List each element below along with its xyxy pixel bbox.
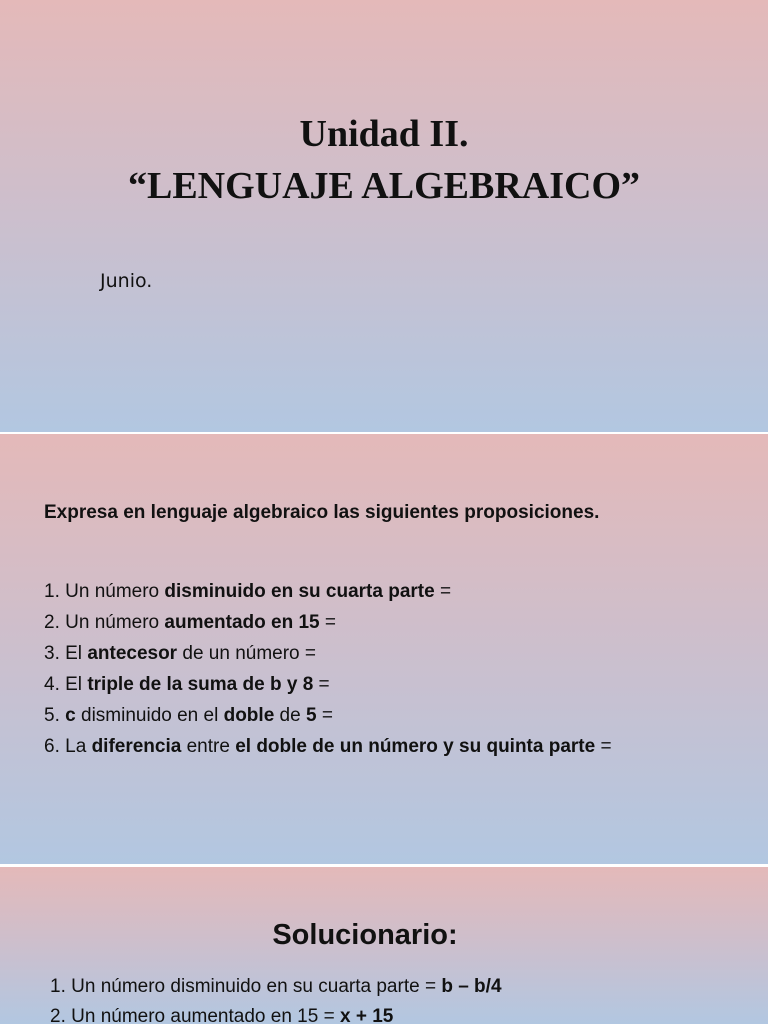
emphasized-text: c (65, 705, 76, 726)
item-number: 2. (44, 612, 60, 633)
item-text: = (319, 612, 336, 633)
item-text: disminuido en el (75, 705, 224, 726)
item-text: La (59, 736, 92, 757)
month-subtitle: Junio. (100, 270, 153, 292)
emphasized-text: 5 (305, 705, 317, 726)
item-text: Un número (59, 612, 165, 633)
emphasized-text: b – b/4 (441, 976, 502, 997)
item-number: 6. (44, 736, 60, 757)
emphasized-text: diferencia (91, 736, 182, 757)
solution-item (50, 1002, 502, 1024)
item-number: 2. (50, 1006, 66, 1024)
emphasized-text: x + 15 (339, 1006, 394, 1024)
topic-title: “LENGUAJE ALGEBRAICO” (127, 165, 641, 207)
item-number: 4. (44, 674, 60, 695)
item-text: de un número = (177, 643, 316, 664)
emphasized-text: el doble de un número y su quinta parte (235, 736, 596, 757)
item-text: El (59, 674, 88, 695)
emphasized-text: triple de la suma de b y 8 (87, 674, 314, 695)
emphasized-text: antecesor (87, 643, 178, 664)
item-text: Un número disminuido en su cuarta parte = (65, 976, 442, 997)
proposition-item (44, 576, 612, 607)
solution-item (50, 972, 502, 1002)
item-number: 3. (44, 643, 60, 664)
proposition-item (44, 607, 612, 638)
exercise-instruction: Expresa en lenguaje algebraico las siguientes proposiciones. (44, 502, 600, 523)
proposition-item (44, 669, 612, 700)
solutions-title: Solucionario: (272, 919, 458, 951)
item-text: de (274, 705, 306, 726)
unit-title: Unidad II. (299, 113, 469, 155)
item-text: Un número (59, 581, 165, 602)
solutions-slide (0, 867, 768, 1024)
item-text: = (316, 705, 333, 726)
item-number: 1. (50, 976, 66, 997)
item-number: 1. (44, 581, 60, 602)
proposition-list (44, 576, 612, 762)
item-text: entre (181, 736, 236, 757)
item-text: = (434, 581, 452, 602)
item-number: 5. (44, 705, 60, 726)
item-text: = (313, 674, 330, 695)
proposition-item (44, 638, 612, 669)
proposition-item (44, 700, 612, 731)
item-text: El (59, 643, 88, 664)
solution-list (50, 972, 502, 1024)
exercise-slide (0, 434, 768, 864)
emphasized-text: doble (223, 705, 275, 726)
item-text: Un número aumentado en 15 = (65, 1006, 340, 1024)
item-text: = (595, 736, 612, 757)
proposition-item (44, 731, 612, 762)
emphasized-text: aumentado en 15 (164, 612, 320, 633)
title-slide (0, 0, 768, 432)
emphasized-text: disminuido en su cuarta parte (164, 581, 435, 602)
